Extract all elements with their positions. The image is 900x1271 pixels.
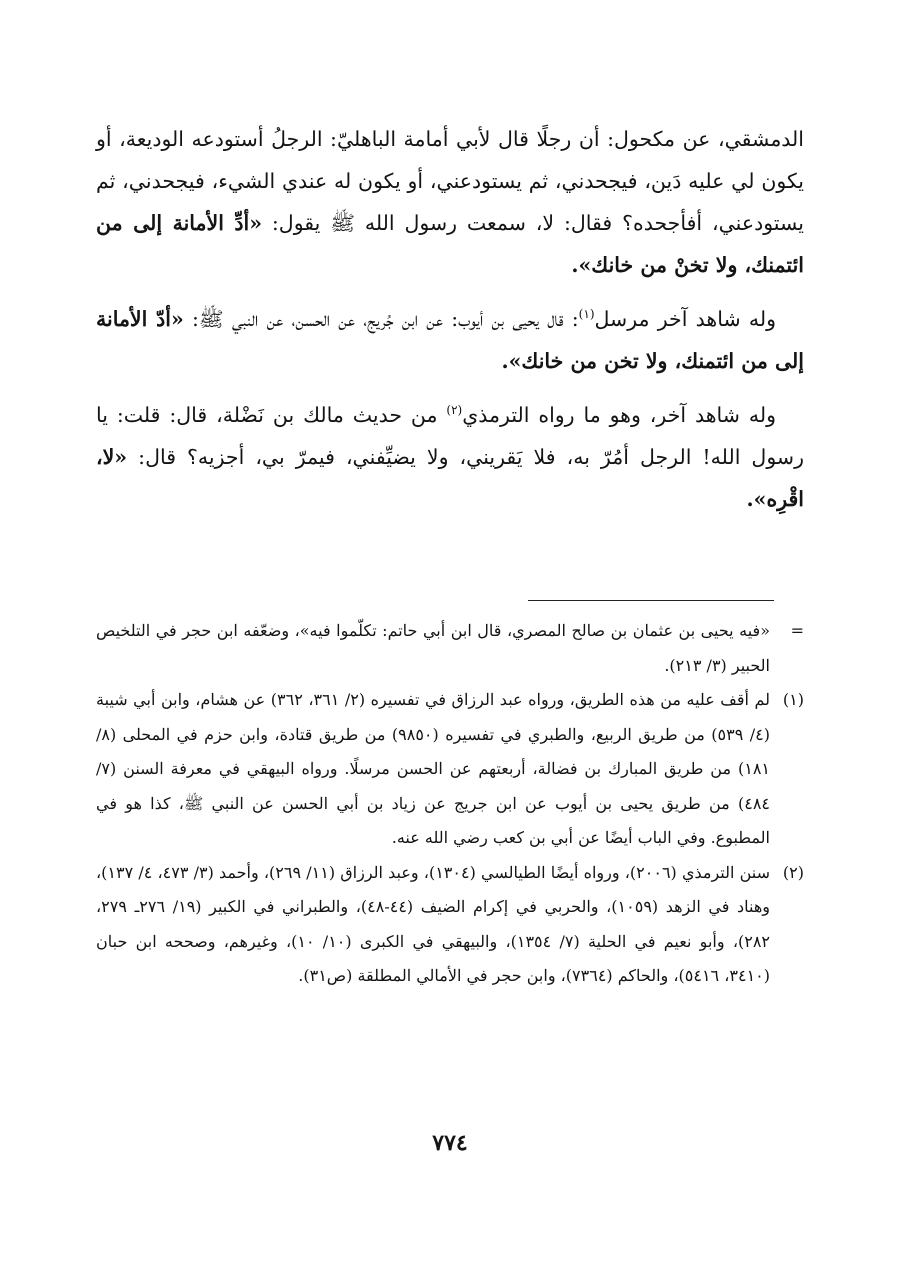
paragraph-1 — [96, 118, 804, 286]
main-body — [96, 118, 804, 532]
footnote-mark: (١) — [782, 690, 804, 709]
paragraph-1-quote: «أدِّ الأمانة إلى من ائتمنك، ولا تخنْ من خانك». — [96, 211, 804, 277]
footnote-divider — [528, 600, 774, 601]
paragraph-3-text-before: وله شاهد آخر، وهو ما رواه الترمذي — [462, 403, 777, 427]
paragraph-1-text: الدمشقي، عن مكحول: أن رجلًا قال لأبي أمامة الباهليّ: الرجلُ أستودعه الوديعة، أو يكون لي عليه دَين، فيجحدني، ثم يستودعني، أو يكون له عندي الشيء، فيجحدني، ثم يستودعني، أفأجحده؟ فقال: لا، سمعت رسول الله ﷺ يقول: — [96, 127, 804, 235]
footnote-text: «فيه يحيى بن عثمان بن صالح المصري، قال ابن أبي حاتم: تكلّموا فيه»، وضعّفه ابن حجر في التلخيص الحبير (٣/ ٢١٣). — [96, 621, 770, 675]
paragraph-2-text-after: : قال يحيى بن أيوب: عن ابن جُريج، عن الحسن، عن النبي ﷺ: — [183, 307, 579, 331]
paragraph-2-text-before: وله شاهد آخر مرسل — [594, 307, 776, 331]
main-text — [96, 118, 804, 520]
footnote-ref-1: (١) — [578, 307, 595, 322]
paragraph-2-quote: «أدّ الأمانة إلى من ائتمنك، ولا تخن من خانك». — [96, 307, 804, 373]
page-number: ٧٧٤ — [432, 1130, 468, 1156]
footnote-mark: (٢) — [782, 862, 804, 882]
paragraph-3-quote: «لا، اقْرِه». — [96, 445, 804, 511]
footnote-mark: = — [790, 621, 804, 640]
footnote-text: سنن الترمذي (٢٠٠٦)، ورواه أيضًا الطيالسي (١٣٠٤)، وعبد الرزاق (١١/ ٢٦٩)، وأحمد (٣/ ٤٧٣، ٤/ ١٣٧)، وهناد في الزهد (١٠٥٩)، والحربي في إكرام الضيف (٤٤-٤٨)، والطبراني في الكبير (١٩/ ٢٧٦ـ ٢٧٩، ٢٨٢)، وأبو نعيم في الحلية (٧/ ١٣٥٤)، والبيهقي في الكبرى (١٠/ ١٠)، وغيرهم، وصححه ابن حبان (٣٤١٠، ٥٤١٦)، والحاكم (٧٣٦٤)، وابن حجر في الأمالي المطلقة (ص٣١). — [96, 862, 771, 985]
footnote-text: لم أقف عليه من هذه الطريق، ورواه عبد الرزاق في تفسيره (٢/ ٣٦١، ٣٦٢) عن هشام، وابن أبي شيبة (٤/ ٥٣٩) من طريق الربيع، والطبري في تفسيره (٩٨٥٠) من طريق قتادة، وابن حزم في المحلى (٨/ ١٨١) من طريق المبارك بن فضالة، أربعتهم عن الحسن مرسلًا. ورواه البيهقي في معرفة السنن (٧/ ٤٨٤) من طريق يحيى بن أيوب عن ابن جريج عن زياد بن أبي الحسن عن النبي ﷺ، كذا هو في المطبوع. وفي الباب أيضًا عن أبي بن كعب رضي الله عنه. — [96, 690, 771, 847]
footnotes — [96, 614, 804, 994]
footnote-2 — [96, 856, 804, 994]
paragraph-3 — [96, 394, 804, 520]
footnote-1 — [96, 683, 804, 856]
footnote-ref-2: (٢) — [446, 403, 463, 418]
paragraph-3-text-after: من حديث مالك بن نَضْلة، قال: قلت: يا رسول الله! الرجل أمُرّ به، فلا يَقريني، ولا يضيِّفني، فيمرّ بي، أجزيه؟ قال: — [96, 403, 804, 469]
paragraph-2 — [96, 298, 804, 382]
footnote-continuation — [96, 614, 804, 683]
